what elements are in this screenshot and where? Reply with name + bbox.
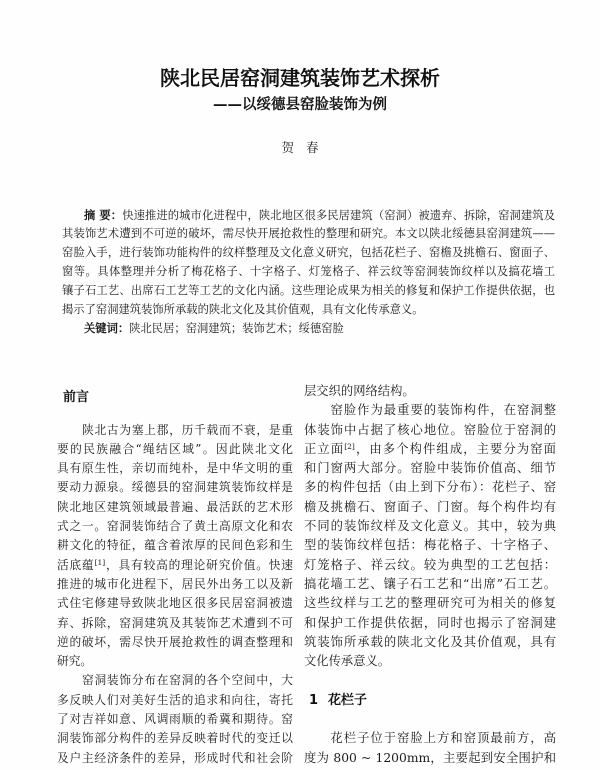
body-line: 要动力源泉。绥德县的窑洞建筑装饰纹样是 — [57, 480, 293, 495]
body-line: 文化传承意义。 — [304, 654, 391, 669]
body-line: 和门窗两大部分。窑脸中装饰价值高、细节 — [304, 461, 556, 476]
body-line: 型的装饰纹样包括：梅花格子、十字格子、 — [304, 538, 556, 553]
abstract-line: 窑脸入手，进行装饰功能构件的纹样整理及文化意义研究，包括花栏子、窑檐及挑檐石、窗面子、 — [62, 246, 555, 260]
body-line: 筑装饰所承载的陕北文化及其价值观，具有 — [304, 634, 556, 649]
citation-ref: [2] — [344, 441, 355, 451]
body-line: 花栏子位于窑脸上方和窑顶最前方，高 — [330, 731, 556, 746]
body-line: 搞花墙工艺、镶子石工艺和“出席”石工艺。 — [304, 576, 556, 591]
body-text: 活底蕴 — [57, 557, 95, 572]
body-line: 灯笼格子、祥云纹。较为典型的工艺包括： — [304, 557, 556, 572]
abstract-line: 揭示了窑洞建筑装饰所承载的陕北文化及其价值观，具有文化传承意义。 — [62, 302, 424, 316]
body-line: 式住宅修建导致陕北地区很多民居窑洞被遗 — [57, 596, 293, 611]
body-line: 式之一。窑洞装饰结合了黄土高原文化和农 — [57, 519, 293, 534]
body-line: 度为 800 ~ 1200mm，主要起到安全围护和 — [304, 750, 556, 765]
body-line: 推进的城市化进程下，居民外出务工以及新 — [57, 576, 293, 591]
abstract-block — [62, 207, 555, 339]
paper-title: 陕北民居窑洞建筑装饰艺术探析 — [160, 66, 440, 90]
abstract-line: 窗等。具体整理并分析了梅花格子、十字格子、灯笼格子、祥云纹等窑洞装饰纹样以及搞花墙工 — [62, 265, 555, 279]
body-line: 逆的破坏，需尽快开展抢救性的调查整理和 — [57, 634, 293, 649]
body-line: 了对吉祥如意、风调雨顺的希冀和期待。窑 — [57, 712, 293, 727]
section-heading-1 — [304, 671, 556, 729]
body-line: 及户主经济条件的差异，形成时代和社会阶 — [57, 750, 293, 765]
body-line: 层交织的网络结构。 — [304, 384, 415, 398]
body-text: 正立面 — [304, 441, 345, 456]
body-line: 陕北古为塞上郡，历千载而不衰，是重 — [82, 422, 293, 437]
body-line: 体装饰中占据了核心地位。窑脸位于窑洞的 — [304, 422, 556, 437]
body-line: 陕北地区建筑领域最普遍、最活跃的艺术形 — [57, 499, 293, 514]
citation-ref: [1] — [94, 557, 106, 567]
body-line: 耕文化的特征，蕴含着浓厚的民间色彩和生 — [57, 538, 293, 553]
keywords-line — [62, 320, 555, 339]
body-line: 不同的装饰纹样及文化意义。其中，较为典 — [304, 519, 556, 534]
body-line: 这些纹样与工艺的整理研究可为相关的修复 — [304, 596, 556, 611]
body-line: 要的民族融合“绳结区域”。因此陕北文化 — [57, 441, 293, 456]
body-line: 弃、拆除，窑洞建筑及其装饰艺术遭到不可 — [57, 615, 293, 630]
body-text: ，由多个构件组成，主要分为窑面 — [354, 441, 556, 456]
body-line: 洞装饰部分构件的差异反映着时代的变迁以 — [57, 731, 293, 746]
abstract-line: 其装饰艺术遭到不可逆的破坏，需尽快开展抢救性的整理和研究。本文以陕北绥德县窑洞建筑—— — [62, 227, 555, 241]
body-line: 窑脸作为最重要的装饰构件，在窑洞整 — [330, 403, 556, 418]
section-number: 1 — [309, 692, 319, 708]
abstract-text: 快速推进的城市化进程中，陕北地区很多民居建筑（窑洞）被遗弃、拆除，窑洞建筑及 — [122, 208, 555, 222]
abstract-label: 摘 要： — [84, 208, 123, 222]
paper-subtitle: ——以绥德县窑脸装饰为例 — [213, 97, 387, 113]
body-line: 窑洞装饰分布在窑洞的各个空间中，大 — [82, 673, 293, 688]
body-line: 檐及挑檐石、窗面子、门窗。每个构件均有 — [304, 499, 556, 514]
author-name: 贺 春 — [281, 140, 323, 155]
body-line: 多的构件包括（由上到下分布）：花栏子、窑 — [304, 480, 556, 495]
body-column-right — [304, 382, 556, 768]
body-line — [304, 440, 556, 459]
abstract-line — [62, 207, 555, 226]
abstract-line: 镶子石工艺、出席石工艺等工艺的文化内涵。这些理论成果为相关的修复和保护工作提供依据，也 — [62, 284, 555, 298]
section-title: 花栏子 — [328, 692, 368, 708]
section-heading-preface: 前言 — [63, 390, 90, 405]
body-line — [57, 556, 293, 575]
body-text: ，具有较高的理论研究价值。快速 — [105, 557, 293, 572]
body-column-left — [57, 382, 293, 768]
keywords-label: 关键词： — [84, 321, 130, 335]
body-line: 和保护工作提供依据，同时也揭示了窑洞建 — [304, 615, 556, 630]
body-line: 具有原生性，亲切而纯朴，是中华文明的重 — [57, 461, 293, 476]
body-line: 研究。 — [57, 654, 93, 669]
body-line: 多反映人们对美好生活的追求和向往，寄托 — [57, 692, 293, 707]
keywords-text: 陕北民居；窑洞建筑；装饰艺术；绥德窑脸 — [129, 321, 344, 335]
